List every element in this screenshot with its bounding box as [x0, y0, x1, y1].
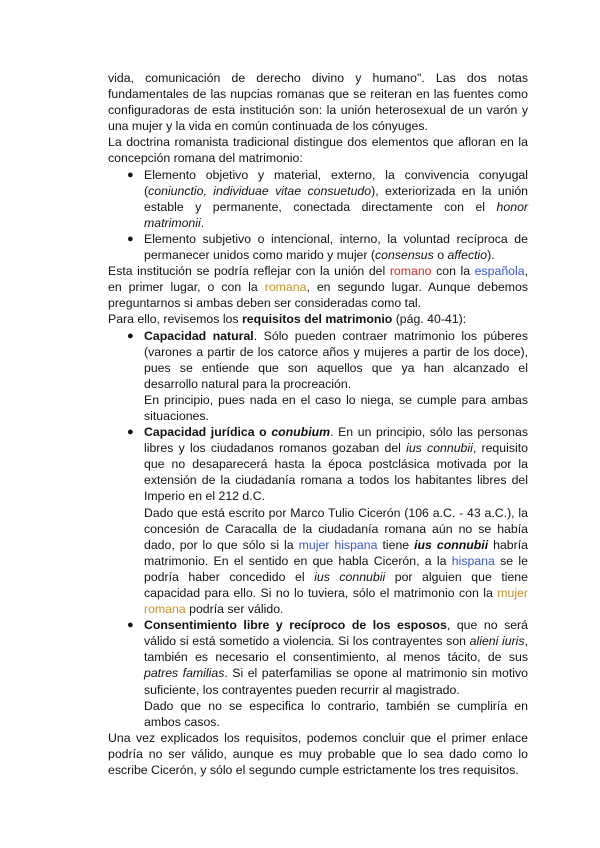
document-page — [108, 70, 528, 778]
paragraph-doctrine: La doctrina romanista tradicional distingue dos elementos que afloran en la concepción romana del matrimonio: — [108, 135, 528, 166]
list-item-objective-element: ● Elemento objetivo y material, externo, la convivencia conyugal (coniunctio, individuae vitae consuetudo), exteriorizada en la unión estable y permanente, conectada directamente con el honor matrimonii. — [127, 167, 528, 230]
list-item-legal-capacity: ● Capacidad jurídica o conubium. En un principio, sólo las personas libres y los ciudadanos romanos gozaban del ius connubii, requisito que no desaparecerá hasta la época postclásica motivada por la extensión de la ciudadanía romana a todos los habitantes libres del Imperio en el 212 d.C. — [127, 425, 529, 504]
sub-paragraph-legal-capacity: Dado que está escrito por Marco Tulio Cicerón (106 a.C. - 43 a.C.), la concesión de Caracalla de la ciudadanía romana aún no se había dado, por lo que sólo si la mujer hispana tiene ius connubii habría matrimonio. En el sentido en que habla Cicerón, a la hispana se le podría haber concedido el ius connubii por alguien que tiene capacidad para ello. Si no lo tuviera, sólo el matrimonio con la mujer romana podría ser válido. — [144, 505, 528, 617]
bullet-icon: ● — [127, 329, 134, 342]
paragraph-conclusion: Una vez explicados los requisitos, podemos concluir que el primer enlace podría no ser válido, aunque es muy probable que lo sea dado como lo escribe Cicerón, y sólo el segundo cumple estrictamente los tres requisitos. — [108, 730, 528, 778]
paragraph-requirements-intro: Para ello, revisemos los requisitos del matrimonio (pág. 40-41): — [108, 312, 467, 327]
sub-paragraph-natural-capacity: En principio, pues nada en el caso lo niega, se cumple para ambas situaciones. — [144, 392, 528, 423]
highlight-romano: romano — [389, 264, 432, 279]
list-item-subjective-element: ● Elemento subjetivo o intencional, interno, la voluntad recíproca de permanecer unidos como marido y mujer (consensus o affectio). — [127, 231, 528, 263]
paragraph-intro: vida, comunicación de derecho divino y humano". Las dos notas fundamentales de las nupcias romanas que se reiteran en las fuentes como configuradoras de esta institución son: la unión heterosexual de un varón y una mujer y la vida en común continuada de los cónyuges. — [108, 71, 528, 134]
highlight-mujer-romana: mujer romana — [144, 586, 528, 617]
bullet-icon: ● — [127, 232, 134, 245]
highlight-hispana: hispana — [451, 553, 495, 568]
highlight-mujer-hispana: mujer hispana — [298, 537, 378, 552]
list-item-consent: ● Consentimiento libre y recíproco de los esposos, que no será válido si está sometido a violencia. Si los contrayentes son alieni iuris, también es necesario el consentimiento, al menos tácito, de sus patres familias. Si el paterfamilias se opone al matrimonio sin motivo suficiente, los contrayentes pueden recurrir al magistrado. — [127, 618, 528, 697]
bullet-icon: ● — [127, 426, 134, 439]
bullet-icon: ● — [127, 619, 134, 632]
sub-paragraph-consent: Dado que no se especifica lo contrario, también se cumpliría en ambos casos. — [144, 698, 528, 729]
highlight-espanola: española — [474, 264, 525, 279]
highlight-romana: romana — [264, 280, 307, 295]
paragraph-institution: Esta institución se podría reflejar con la unión del romano con la española, en primer lugar, o con la romana, en segundo lugar. Aunque debemos preguntarnos si ambas deben ser consideradas como tal. — [108, 264, 529, 311]
list-item-natural-capacity: ● Capacidad natural. Sólo pueden contraer matrimonio los púberes (varones a partir de los catorce años y mujeres a partir de los doce), pues se entiende que son aquellos que ya han alcanzado el desarrollo natural para la procreación. — [127, 328, 528, 391]
bullet-icon: ● — [127, 168, 134, 181]
